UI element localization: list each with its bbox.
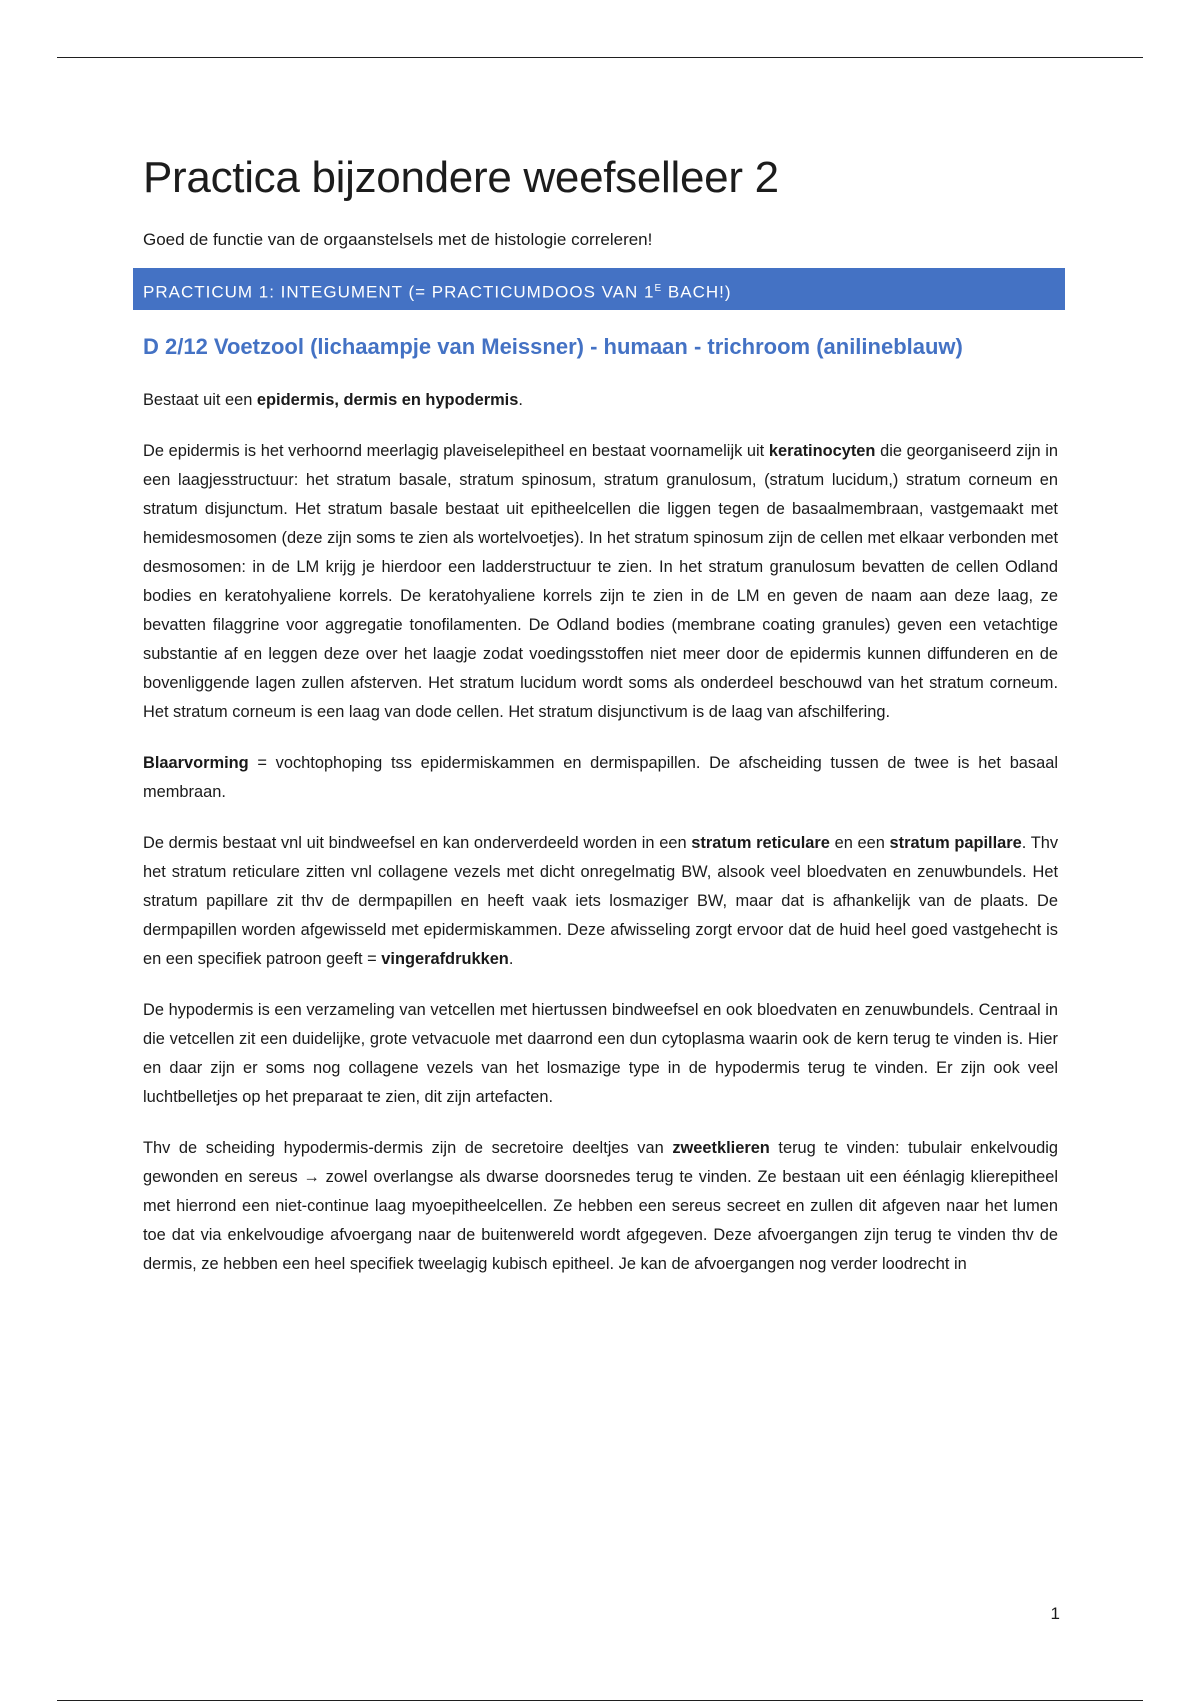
document-subtitle: Goed de functie van de orgaanstelsels met de histologie correleren! <box>143 230 653 249</box>
paragraph-text: en een <box>829 834 890 852</box>
bold-term: vingerafdrukken <box>381 950 509 968</box>
paragraph-dermis <box>143 829 1058 974</box>
page-number: 1 <box>1050 1604 1060 1623</box>
header-rule <box>57 57 1143 58</box>
section-banner-text-end: BACH!) <box>662 282 732 302</box>
bold-term: stratum reticulare <box>691 834 830 852</box>
bold-term: epidermis, dermis en hypodermis <box>256 391 519 409</box>
document-title: Practica bijzondere weefselleer 2 <box>143 153 779 202</box>
paragraph-text: terug te vinden: tubulair enkelvoudig gewonden en sereus → zowel overlangse als dwarse doorsnedes terug te vinden. Ze bestaan uit een éénlagig klierepitheel met hierrond een niet-continue laag myoepitheelcellen. Ze hebben een sereus secreet en zullen dit afgeven naar het lumen toe dat via enkelvoudige afvoergang naar de buitenwereld wordt afgegeven. Deze afvoergangen zijn terug te vinden thv de dermis, ze hebben een heel specifiek tweelagig kubisch epitheel. Je kan de afvoergangen nog verder loodrecht in <box>143 1139 1058 1273</box>
paragraph-blaarvorming <box>143 749 1058 807</box>
section-banner <box>133 268 1065 310</box>
page-content <box>143 148 1058 1279</box>
paragraph-hypodermis <box>143 996 1058 1112</box>
paragraph-text: . <box>508 950 514 968</box>
paragraph-text: Thv de scheiding hypodermis-dermis zijn de secretoire deeltjes van <box>143 1139 673 1157</box>
paragraph-zweetklieren <box>143 1134 1058 1279</box>
bold-term: Blaarvorming <box>143 754 249 772</box>
paragraph-text: De dermis bestaat vnl uit bindweefsel en kan onderverdeeld worden in een <box>143 834 692 852</box>
bold-term: keratinocyten <box>768 442 876 460</box>
paragraph-composition <box>143 386 1058 415</box>
subheading: D 2/12 Voetzool (lichaampje van Meissner) - humaan - trichroom (anilineblauw) <box>143 334 963 359</box>
paragraph-text: . <box>518 391 523 409</box>
paragraph-text: die georganiseerd zijn in een laagjesstructuur: het stratum basale, stratum spinosum, stratum granulosum, (stratum lucidum,) stratum corneum en stratum disjunctum. Het stratum basale bestaat uit epitheelcellen die liggen tegen de basaalmembraan, vastgemaakt met hemidesmosomen (deze zijn soms te zien als wortelvoetjes). In het stratum spinosum zijn de cellen met elkaar verbonden met desmosomen: in de LM krijg je hierdoor een ladderstructuur te zien. In het stratum granulosum bevatten de cellen Odland bodies en keratohyaliene korrels. De keratohyaliene korrels zijn te zien in de LM en geven de naam aan deze laag, ze bevatten filaggrine voor aggregatie tonofilamenten. De Odland bodies (membrane coating granules) geven een vetachtige substantie af en leggen deze over het laagje zodat voedingsstoffen niet meer door de epidermis kunnen diffunderen en de bovenliggende lagen zullen afsterven. Het stratum lucidum wordt soms als onderdeel beschouwd van het stratum corneum. Het stratum corneum is een laag van dode cellen. Het stratum disjunctivum is de laag van afschilfering. <box>143 442 1058 721</box>
paragraph-epidermis <box>143 437 1058 727</box>
paragraph-text: = vochtophoping tss epidermiskammen en dermispapillen. De afscheiding tussen de twee is het basaal membraan. <box>143 754 1058 801</box>
paragraph-text: De epidermis is het verhoornd meerlagig plaveiselepitheel en bestaat voornamelijk uit <box>143 442 769 460</box>
paragraph-text: Bestaat uit een <box>143 391 257 409</box>
paragraph-text: . Thv het stratum reticulare zitten vnl collagene vezels met dicht onregelmatig BW, alsook veel bloedvaten en zenuwbundels. Het stratum papillare zit thv de dermpapillen en heeft vaak iets losmaziger BW, maar dat is afhankelijk van de plaats. De dermpapillen worden afgewisseld met epidermiskammen. Deze afwisseling zorgt ervoor dat de huid heel goed vastgehecht is en een specifiek patroon geeft = <box>143 834 1059 968</box>
paragraph-text: De hypodermis is een verzameling van vetcellen met hiertussen bindweefsel en ook bloedvaten en zenuwbundels. Centraal in die vetcellen zit een duidelijke, grote vetvacuole met daarrond een dun cytoplasma waarin ook de kern terug te vinden is. Hier en daar zijn er soms nog collagene vezels van het losmazige type in de hypodermis terug te vinden. Er zijn ook veel luchtbelletjes op het preparaat te zien, dit zijn artefacten. <box>143 1001 1058 1106</box>
bold-term: stratum papillare <box>889 834 1022 852</box>
section-banner-text: PRACTICUM 1: INTEGUMENT (= PRACTICUMDOOS VAN 1 <box>143 282 655 302</box>
bold-term: zweetklieren <box>672 1139 770 1157</box>
section-banner-superscript: E <box>654 283 663 294</box>
